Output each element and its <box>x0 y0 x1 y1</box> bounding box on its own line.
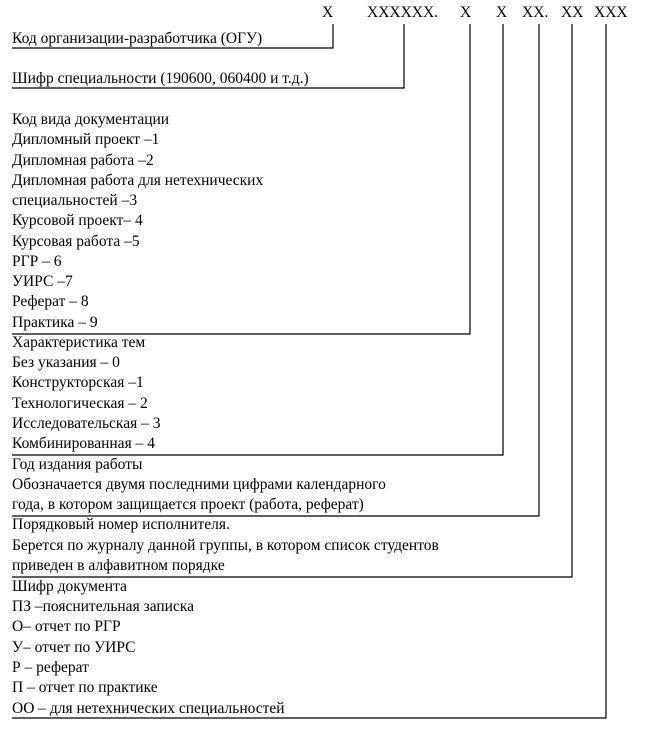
doc-kind-item: Реферат – 8 <box>12 293 89 310</box>
code-segment-specialty: XXXXXX. <box>367 4 439 21</box>
topic-title: Характеристика тем <box>12 334 146 351</box>
topic-item: Исследовательская – 3 <box>12 415 161 432</box>
doc-kind-item: Дипломная работа –2 <box>12 152 154 169</box>
doc-kind-item: Практика – 9 <box>12 314 98 331</box>
label-specialty: Шифр специальности (190600, 060400 и т.д.) <box>12 70 309 87</box>
year-line: года, в котором защищается проект (работа, реферат) <box>12 496 364 513</box>
topic-item: Комбинированная – 4 <box>12 435 155 452</box>
student-line: Берется по журналу данной группы, в котором список студентов <box>12 537 439 554</box>
topic-item: Технологическая – 2 <box>12 395 148 412</box>
topic-item: Конструкторская –1 <box>12 374 144 391</box>
doc-kind-item: УИРС –7 <box>12 273 73 290</box>
doc-code-item: ОО – для нетехнических специальностей <box>12 700 285 717</box>
year-title: Год издания работы <box>12 456 143 473</box>
code-segment-year: XX. <box>522 4 549 21</box>
doc-kind-item: Курсовой проект– 4 <box>12 212 143 229</box>
label-org-code: Код организации-разработчика (ОГУ) <box>12 30 263 47</box>
doc-code-item: О– отчет по РГР <box>12 618 121 635</box>
student-title: Порядковый номер исполнителя. <box>12 516 230 533</box>
doc-kind-item: Курсовая работа –5 <box>12 233 140 250</box>
doc-kind-item: Дипломный проект –1 <box>12 131 160 148</box>
doc-code-item: П – отчет по практике <box>12 679 158 696</box>
doc-code-item: У– отчет по УИРС <box>12 639 136 656</box>
code-segment-org: X <box>322 4 334 21</box>
doc-code-item: Р – реферат <box>12 659 89 676</box>
student-line: приведен в алфавитном порядке <box>12 557 225 574</box>
code-segment-doc-kind: X <box>460 4 472 21</box>
topic-item: Без указания – 0 <box>12 354 120 371</box>
code-segment-doc-code: XXX <box>594 4 628 21</box>
doc-kind-item: РГР – 6 <box>12 253 62 270</box>
doc-kind-item: специальностей –3 <box>12 192 138 209</box>
doc-kind-title: Код вида документации <box>12 111 170 128</box>
code-segment-topic: X <box>496 4 508 21</box>
doc-code-item: ПЗ –пояснительная записка <box>12 598 195 615</box>
connector-student <box>12 24 572 577</box>
doc-kind-item: Дипломная работа для нетехнических <box>12 172 264 189</box>
doc-code-title: Шифр документа <box>12 578 127 595</box>
code-segment-student: XX <box>561 4 584 21</box>
year-line: Обозначается двумя последними цифрами календарного <box>12 476 386 493</box>
